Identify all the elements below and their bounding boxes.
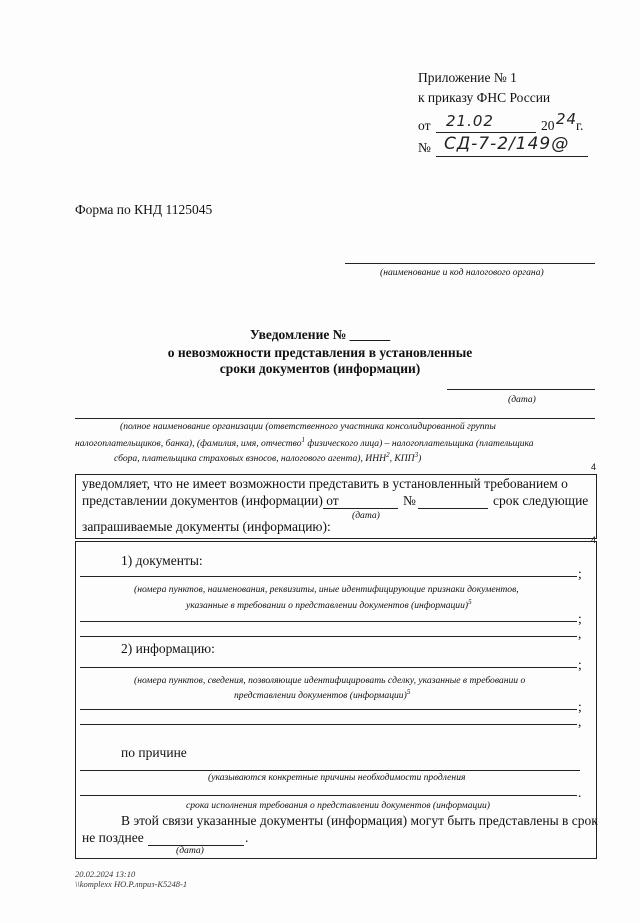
information-caption-line1: (номера пунктов, сведения, позволяющие идентифицировать сделку, указанные в требовании о bbox=[134, 675, 526, 686]
order-year-suffix: г. bbox=[576, 118, 584, 133]
documents-line-3 bbox=[80, 636, 577, 637]
documents-line-2-semicolon: ; bbox=[578, 611, 582, 626]
information-semicolon: ; bbox=[578, 657, 582, 672]
request-date-caption: (дата) bbox=[352, 510, 380, 521]
closing-text-end: . bbox=[245, 830, 249, 845]
notice-date-caption: (дата) bbox=[508, 394, 536, 405]
notice-title: Уведомление № ______ bbox=[249, 327, 391, 342]
request-date-line bbox=[323, 508, 398, 509]
footer-file-path: \\komplexx НО.Р.лприз-К5248-1 bbox=[75, 879, 188, 889]
documents-line-1 bbox=[80, 576, 577, 577]
documents-line-2 bbox=[80, 621, 577, 622]
organization-caption-line2: налогоплательщиков, банка), (фамилия, имя, отчество$^1$ физического лица) – налогоплательщика (плательщика bbox=[75, 436, 534, 450]
reason-end-dot: . bbox=[578, 785, 582, 800]
reason-label: по причине bbox=[121, 745, 187, 760]
footer-timestamp: 20.02.2024 13:10 bbox=[75, 869, 136, 879]
documents-line-3-comma: , bbox=[578, 626, 582, 641]
order-date-label: от bbox=[418, 118, 431, 133]
order-year-handwritten: 24 bbox=[556, 110, 578, 128]
notice-text-line2c: срок следующие bbox=[493, 493, 589, 508]
notice-subtitle-line1: о невозможности представления в установленные bbox=[167, 345, 473, 360]
documents-caption-line1: (номера пунктов, наименования, реквизиты, иные идентифицирующие признаки документов, bbox=[134, 584, 519, 595]
organization-line bbox=[75, 418, 595, 419]
order-date-line bbox=[436, 132, 536, 133]
order-year-prefix: 20 bbox=[541, 118, 555, 133]
notice-text-line2b: № bbox=[403, 493, 416, 508]
reason-caption-line2: срока исполнения требования о представлении документов (информации) bbox=[186, 800, 490, 811]
form-code: Форма по КНД 1125045 bbox=[75, 202, 213, 217]
order-number-handwritten: СД-7-2/149@ bbox=[444, 134, 570, 154]
closing-text-line1: В этой связи указанные документы (информация) могут быть представлены в срок bbox=[121, 813, 598, 828]
order-number-label: № bbox=[418, 140, 431, 155]
order-reference: к приказу ФНС России bbox=[418, 90, 551, 105]
information-caption-line2: представлении документов (информации)$^5$ bbox=[234, 688, 411, 702]
documents-heading: 1) документы: bbox=[121, 553, 203, 568]
organization-caption-line1: (полное наименование организации (ответственного участника консолидированной группы bbox=[120, 421, 496, 432]
tax-authority-line bbox=[345, 263, 595, 264]
closing-date-caption: (дата) bbox=[176, 845, 204, 856]
information-line-2 bbox=[80, 709, 577, 710]
notice-date-line bbox=[447, 389, 595, 390]
documents-caption-line2: указанные в требовании о представлении документов (информации)$^5$ bbox=[186, 598, 472, 612]
request-number-line bbox=[418, 508, 488, 509]
information-line-3-comma: , bbox=[578, 714, 582, 729]
order-date-handwritten: 21.02 bbox=[446, 112, 494, 130]
information-line-2-semicolon: ; bbox=[578, 699, 582, 714]
box-mark-top: 4 bbox=[591, 462, 597, 472]
information-heading: 2) информацию: bbox=[121, 641, 215, 656]
reason-line-1 bbox=[80, 770, 580, 771]
box-mark-bottom: 4 bbox=[591, 535, 597, 545]
tax-authority-caption: (наименование и код налогового органа) bbox=[380, 267, 544, 278]
reason-caption-line1: (указываются конкретные причины необходимости продления bbox=[208, 772, 466, 783]
notice-text-line2a: представлении документов (информации) от bbox=[82, 493, 339, 508]
notice-text-line3: запрашиваемые документы (информацию): bbox=[82, 519, 331, 534]
appendix-number: Приложение № 1 bbox=[418, 70, 517, 85]
order-number-line bbox=[436, 156, 588, 157]
organization-caption-line3: сбора, плательщика страховых взносов, налогового агента), ИНН$^2$, КПП$^3$) bbox=[114, 451, 422, 465]
information-line-1 bbox=[80, 667, 577, 668]
reason-line-2 bbox=[80, 795, 577, 796]
notice-subtitle-line2: сроки документов (информации) bbox=[219, 361, 421, 376]
documents-semicolon: ; bbox=[578, 566, 582, 581]
information-line-3 bbox=[80, 724, 577, 725]
notice-text-line1: уведомляет, что не имеет возможности представить в установленный требованием о bbox=[82, 476, 568, 491]
closing-text-line2: не позднее bbox=[82, 830, 144, 845]
